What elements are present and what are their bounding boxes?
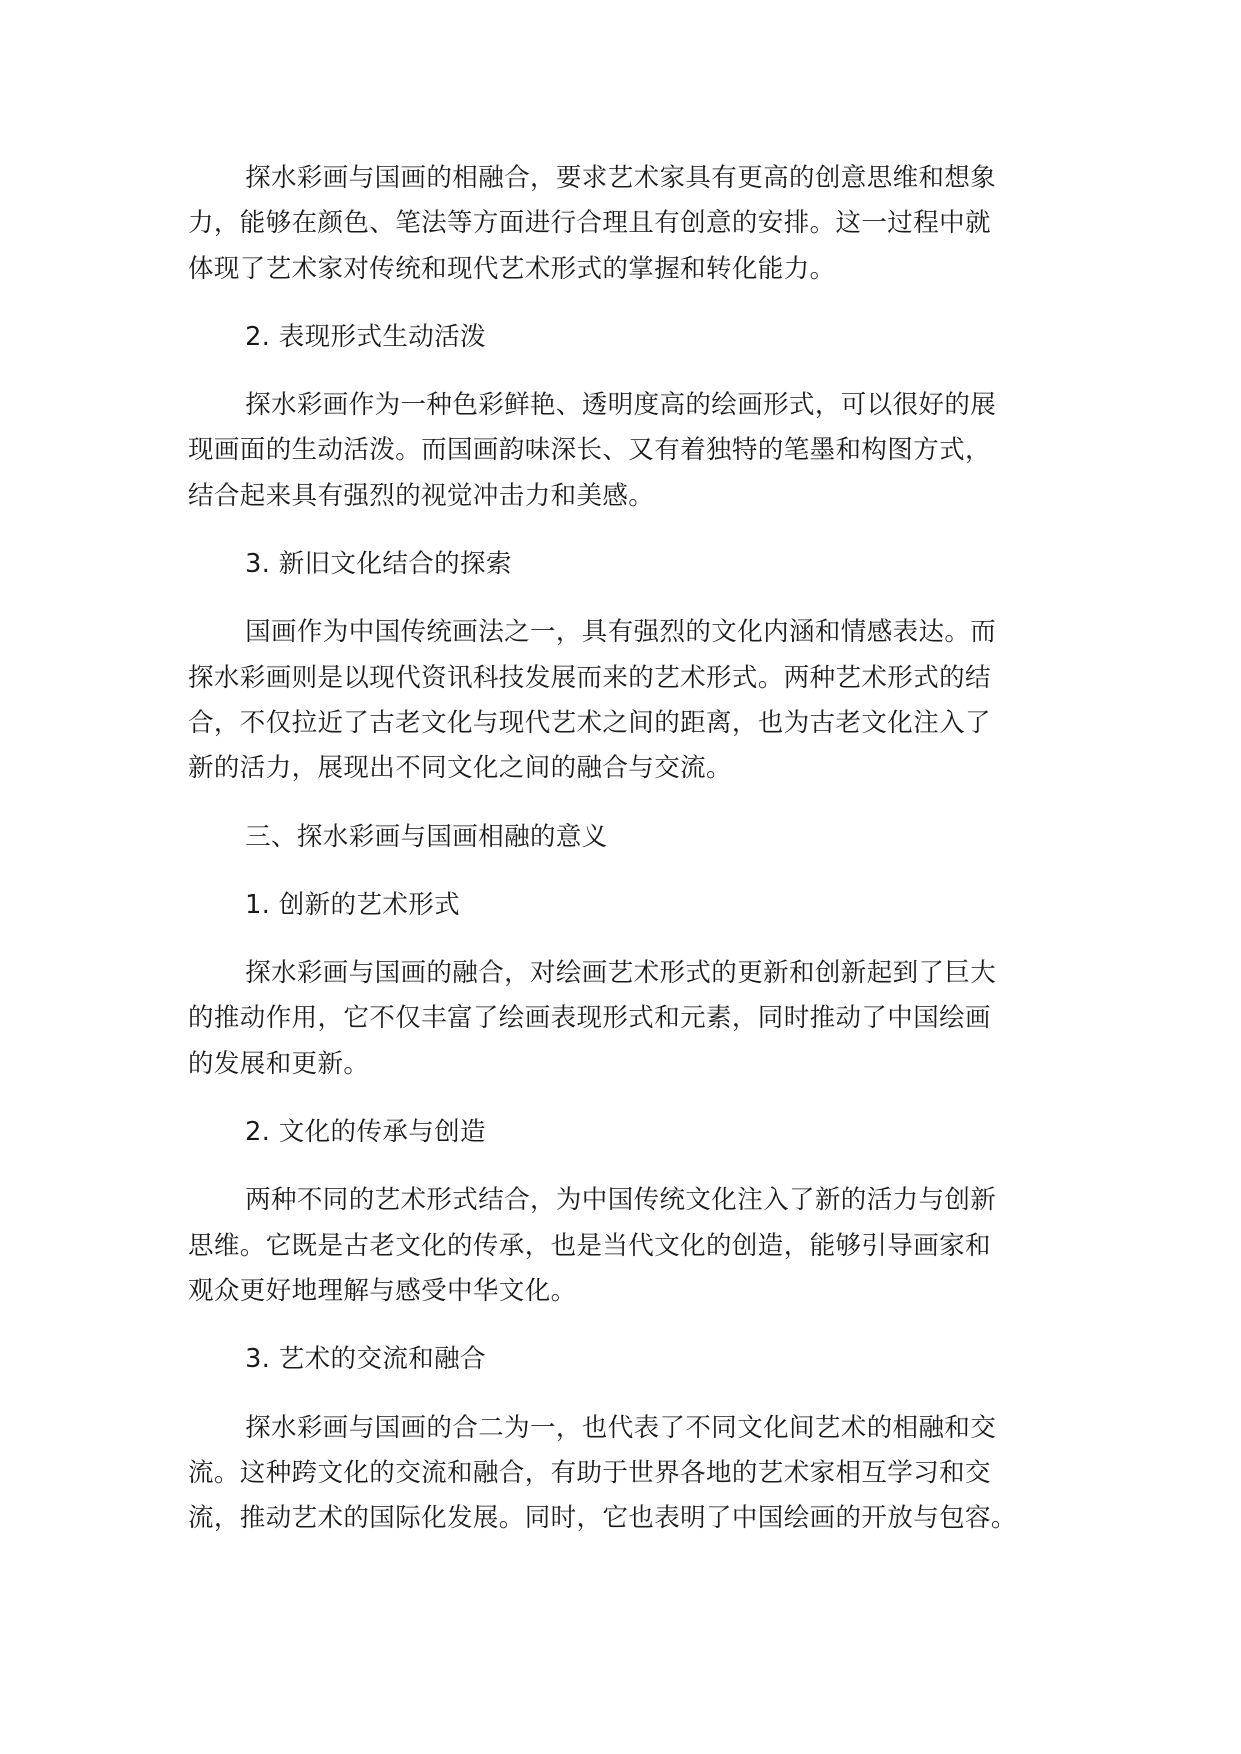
section-heading: 2. 表现形式生动活泼 bbox=[245, 321, 486, 352]
document-body bbox=[188, 156, 1078, 1564]
section-heading: 2. 文化的传承与创造 bbox=[245, 1117, 486, 1148]
paragraph-line: 国画作为中国传统画法之一，具有强烈的文化内涵和情感表达。而 bbox=[245, 617, 997, 648]
paragraph-line: 的发展和更新。 bbox=[188, 1048, 370, 1079]
paragraph bbox=[188, 383, 1078, 519]
paragraph-line: 观众更好地理解与感受中华文化。 bbox=[188, 1275, 577, 1306]
paragraph bbox=[188, 951, 1078, 1087]
paragraph-line: 探水彩画与国画的合二为一，也代表了不同文化间艺术的相融和交 bbox=[245, 1412, 997, 1443]
paragraph-line: 新的活力，展现出不同文化之间的融合与交流。 bbox=[188, 753, 732, 784]
section-heading: 3. 新旧文化结合的探索 bbox=[245, 549, 512, 580]
paragraph-line: 结合起来具有强烈的视觉冲击力和美感。 bbox=[188, 480, 655, 511]
chapter-heading: 三、探水彩画与国画相融的意义 bbox=[245, 821, 608, 852]
paragraph-line: 的推动作用，它不仅丰富了绘画表现形式和元素，同时推动了中国绘画 bbox=[188, 1003, 991, 1034]
paragraph-line: 合，不仅拉近了古老文化与现代艺术之间的距离，也为古老文化注入了 bbox=[188, 707, 991, 738]
paragraph bbox=[188, 610, 1078, 791]
paragraph bbox=[188, 1178, 1078, 1314]
paragraph-line: 思维。它既是古老文化的传承，也是当代文化的创造，能够引导画家和 bbox=[188, 1230, 991, 1261]
section-heading: 3. 艺术的交流和融合 bbox=[245, 1344, 486, 1375]
paragraph-line: 流，推动艺术的国际化发展。同时，它也表明了中国绘画的开放与包容。 bbox=[188, 1503, 1017, 1534]
paragraph-line: 力，能够在颜色、笔法等方面进行合理且有创意的安排。这一过程中就 bbox=[188, 208, 991, 239]
section-heading: 1. 创新的艺术形式 bbox=[245, 889, 461, 920]
paragraph-line: 两种不同的艺术形式结合，为中国传统文化注入了新的活力与创新 bbox=[245, 1185, 997, 1216]
paragraph-line: 现画面的生动活泼。而国画韵味深长、又有着独特的笔墨和构图方式， bbox=[188, 435, 991, 466]
paragraph-line: 流。这种跨文化的交流和融合，有助于世界各地的艺术家相互学习和交 bbox=[188, 1457, 991, 1488]
paragraph bbox=[188, 1406, 1078, 1542]
paragraph-line: 探水彩画作为一种色彩鲜艳、透明度高的绘画形式，可以很好的展 bbox=[245, 390, 997, 421]
paragraph-line: 体现了艺术家对传统和现代艺术形式的掌握和转化能力。 bbox=[188, 253, 836, 284]
paragraph-line: 探水彩画与国画的融合，对绘画艺术形式的更新和创新起到了巨大 bbox=[245, 958, 997, 989]
paragraph bbox=[188, 156, 1078, 292]
paragraph-line: 探水彩画与国画的相融合，要求艺术家具有更高的创意思维和想象 bbox=[245, 163, 997, 193]
paragraph-line: 探水彩画则是以现代资讯科技发展而来的艺术形式。两种艺术形式的结 bbox=[188, 662, 991, 693]
